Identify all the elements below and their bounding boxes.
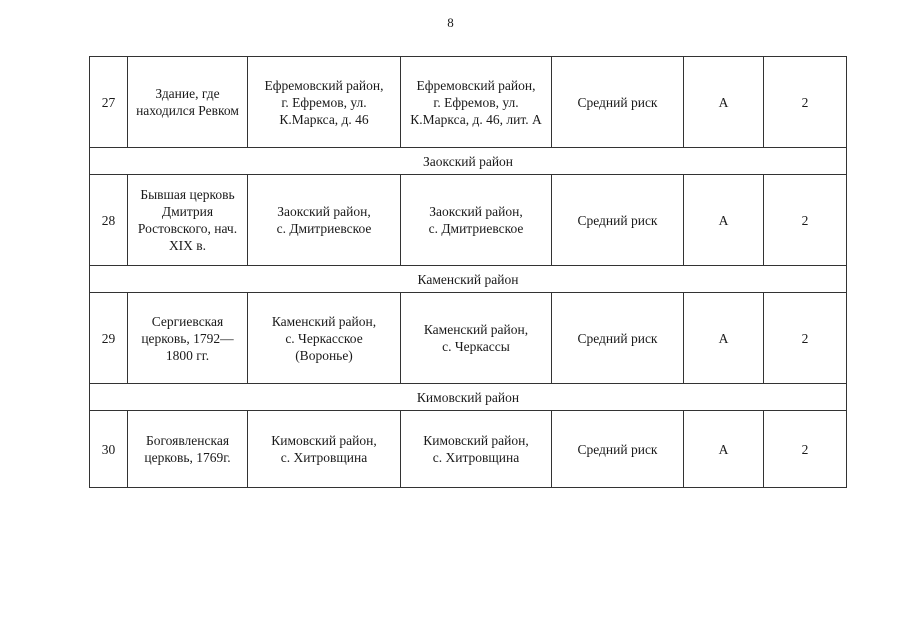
objects-table: [89, 56, 847, 488]
section-title: Заокский район: [90, 148, 847, 175]
risk-level: Средний риск: [552, 293, 684, 384]
object-location: Кимовский район, с. Хитровщина: [401, 411, 552, 488]
table-row: [90, 175, 847, 266]
category: А: [684, 411, 764, 488]
section-row: [90, 266, 847, 293]
page-number: 8: [447, 15, 454, 30]
risk-level: Средний риск: [552, 175, 684, 266]
risk-level: Средний риск: [552, 57, 684, 148]
object-name: Богоявленская церковь, 1769г.: [128, 411, 248, 488]
category: А: [684, 57, 764, 148]
row-number: 28: [90, 175, 128, 266]
value: 2: [764, 293, 847, 384]
risk-level: Средний риск: [552, 411, 684, 488]
value: 2: [764, 411, 847, 488]
object-location: Заокский район, с. Дмитриевское: [401, 175, 552, 266]
table-row: [90, 293, 847, 384]
category: А: [684, 175, 764, 266]
object-name: Сергиевская церковь, 1792— 1800 гг.: [128, 293, 248, 384]
section-row: [90, 148, 847, 175]
section-title: Кимовский район: [90, 384, 847, 411]
object-name: Бывшая церковь Дмитрия Ростовского, нач. XIX в.: [128, 175, 248, 266]
row-number: 30: [90, 411, 128, 488]
value: 2: [764, 57, 847, 148]
object-address: Каменский район, с. Черкасское (Воронье): [248, 293, 401, 384]
object-name: Здание, где находился Ревком: [128, 57, 248, 148]
table-row: [90, 57, 847, 148]
object-location: Ефремовский район, г. Ефремов, ул. К.Маркса, д. 46, лит. А: [401, 57, 552, 148]
object-address: Заокский район, с. Дмитриевское: [248, 175, 401, 266]
category: А: [684, 293, 764, 384]
table-row: [90, 411, 847, 488]
section-row: [90, 384, 847, 411]
object-address: Ефремовский район, г. Ефремов, ул. К.Маркса, д. 46: [248, 57, 401, 148]
section-title: Каменский район: [90, 266, 847, 293]
value: 2: [764, 175, 847, 266]
row-number: 27: [90, 57, 128, 148]
object-location: Каменский район, с. Черкассы: [401, 293, 552, 384]
object-address: Кимовский район, с. Хитровщина: [248, 411, 401, 488]
row-number: 29: [90, 293, 128, 384]
